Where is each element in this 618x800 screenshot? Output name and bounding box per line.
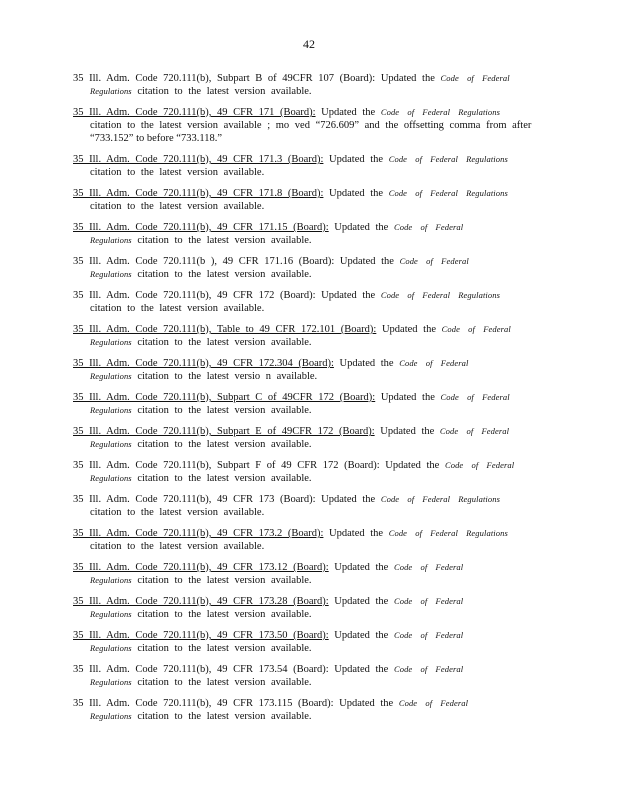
amendment-entry — [73, 595, 541, 629]
entry-citation: 35 Ill. Adm. Code 720.111(b), 49 CFR 171.15 (Board): — [73, 222, 329, 233]
entry-second-line — [73, 506, 541, 519]
entry-first-line — [73, 323, 541, 336]
entry-cfr-title: Code of Federal — [393, 222, 464, 232]
entry-second-line — [73, 234, 541, 247]
entry-description: citation to the latest version available. — [137, 609, 312, 620]
entry-cfr-continuation: Regulations — [90, 677, 132, 687]
entry-citation: 35 Ill. Adm. Code 720.111(b), 49 CFR 171.3 (Board): — [73, 154, 324, 165]
entry-action: Updated the — [334, 222, 389, 233]
entry-citation: 35 Ill. Adm. Code 720.111(b), 49 CFR 173.28 (Board): — [73, 596, 329, 607]
entry-action: Updated the — [329, 154, 384, 165]
entry-second-line — [73, 268, 541, 281]
amendment-entry — [73, 697, 541, 731]
entry-action: Updated the — [334, 664, 389, 675]
entry-citation: 35 Ill. Adm. Code 720.111(b), 49 CFR 171 (Board): — [73, 107, 316, 118]
entry-first-line — [73, 425, 541, 438]
amendment-entry — [73, 106, 541, 153]
entry-second-line — [73, 119, 541, 132]
entry-description: citation to the latest version available. — [137, 337, 312, 348]
entry-second-line — [73, 404, 541, 417]
entry-cfr-title: Code of Federal — [399, 256, 469, 266]
entry-description: citation to the latest version available. — [90, 507, 265, 518]
entry-action: Updated the — [339, 256, 394, 267]
entry-description: citation to the latest version available. — [137, 711, 312, 722]
entry-cfr-title: Code of Federal — [399, 358, 469, 368]
entry-first-line — [73, 255, 541, 268]
entry-action: Updated the — [385, 460, 440, 471]
entry-first-line — [73, 289, 541, 302]
entry-second-line — [73, 85, 541, 98]
entry-second-line — [73, 166, 541, 179]
entry-cfr-title: Code of Federal Regulations — [380, 290, 500, 300]
page-number: 42 — [303, 37, 315, 51]
entry-action: Updated the — [339, 698, 394, 709]
entry-cfr-title: Code of Federal — [393, 630, 464, 640]
entry-citation: 35 Ill. Adm. Code 720.111(b), Subpart C of 49CFR 172 (Board): — [73, 392, 376, 403]
entry-description: citation to the latest version available. — [137, 643, 312, 654]
entry-citation: 35 Ill. Adm. Code 720.111(b), 49 CFR 173.12 (Board): — [73, 562, 329, 573]
entry-description: citation to the latest version available. — [137, 439, 312, 450]
entry-action: Updated the — [321, 290, 376, 301]
entry-second-line — [73, 676, 541, 689]
entry-first-line — [73, 187, 541, 200]
amendment-entry — [73, 663, 541, 697]
entry-cfr-continuation: Regulations — [90, 405, 132, 415]
amendment-entry — [73, 323, 541, 357]
entry-cfr-title: Code of Federal — [393, 562, 464, 572]
entry-cfr-continuation: Regulations — [90, 371, 132, 381]
entry-action: Updated the — [329, 188, 384, 199]
entry-description: citation to the latest version available ; mo ved “726.609” and the offsetting comma from after — [90, 120, 532, 131]
amendment-entry — [73, 391, 541, 425]
entry-third-line: “733.152” to before “733.118.” — [90, 133, 222, 144]
entry-citation: 35 Ill. Adm. Code 720.111(b), 49 CFR 173.50 (Board): — [73, 630, 329, 641]
amendment-entry — [73, 289, 541, 323]
entry-cfr-title: Code of Federal — [440, 73, 510, 83]
entry-citation: 35 Ill. Adm. Code 720.111(b), 49 CFR 173.2 (Board): — [73, 528, 324, 539]
entry-cfr-title: Code of Federal Regulations — [380, 494, 500, 504]
entry-cfr-title: Code of Federal — [439, 426, 510, 436]
entry-second-line — [73, 472, 541, 485]
entry-citation: 35 Ill. Adm. Code 720.111(b), 49 CFR 173 (Board): — [73, 494, 316, 505]
entry-cfr-title: Code of Federal Regulations — [388, 154, 508, 164]
entry-description: citation to the latest version available. — [90, 201, 265, 212]
entry-citation: 35 Ill. Adm. Code 720.111(b), 49 CFR 173.115 (Board): — [73, 698, 334, 709]
entry-cfr-title: Code of Federal Regulations — [388, 528, 508, 538]
entry-first-line — [73, 697, 541, 710]
amendment-entry — [73, 629, 541, 663]
entry-second-line — [73, 608, 541, 621]
entry-first-line — [73, 357, 541, 370]
amendment-entry — [73, 527, 541, 561]
entry-first-line — [73, 595, 541, 608]
amendment-entry — [73, 153, 541, 187]
entry-action: Updated the — [380, 392, 435, 403]
amendment-entry — [73, 425, 541, 459]
entry-action: Updated the — [329, 528, 384, 539]
entry-cfr-continuation: Regulations — [90, 235, 132, 245]
entry-citation: 35 Ill. Adm. Code 720.111(b), Table to 49 CFR 172.101 (Board): — [73, 324, 377, 335]
entry-action: Updated the — [339, 358, 394, 369]
entry-cfr-continuation: Regulations — [90, 337, 132, 347]
entry-cfr-continuation: Regulations — [90, 643, 132, 653]
entry-cfr-continuation: Regulations — [90, 609, 132, 619]
entry-second-line — [73, 370, 541, 383]
entry-second-line — [73, 642, 541, 655]
entry-cfr-continuation: Regulations — [90, 439, 132, 449]
entry-second-line — [73, 336, 541, 349]
amendment-entry — [73, 221, 541, 255]
entry-description: citation to the latest version available. — [137, 235, 312, 246]
entry-description: citation to the latest version available. — [137, 575, 312, 586]
entry-description: citation to the latest version available. — [137, 86, 312, 97]
entry-citation: 35 Ill. Adm. Code 720.111(b), Subpart B of 49CFR 107 (Board): — [73, 73, 376, 84]
entry-action: Updated the — [334, 562, 389, 573]
entry-description: citation to the latest version available. — [90, 541, 265, 552]
entry-first-line — [73, 629, 541, 642]
entry-cfr-title: Code of Federal — [393, 596, 464, 606]
entry-second-line — [73, 200, 541, 213]
entry-first-line — [73, 663, 541, 676]
entry-citation: 35 Ill. Adm. Code 720.111(b), Subpart F of 49 CFR 172 (Board): — [73, 460, 380, 471]
entry-cfr-title: Code of Federal — [444, 460, 515, 470]
entry-first-line — [73, 561, 541, 574]
entry-action: Updated the — [380, 73, 435, 84]
entry-citation: 35 Ill. Adm. Code 720.111(b), Subpart E of 49CFR 172 (Board): — [73, 426, 375, 437]
entry-first-line — [73, 459, 541, 472]
entry-action: Updated the — [321, 494, 376, 505]
entry-cfr-continuation: Regulations — [90, 86, 132, 96]
entry-citation: 35 Ill. Adm. Code 720.111(b), 49 CFR 173.54 (Board): — [73, 664, 329, 675]
entry-first-line — [73, 527, 541, 540]
entry-first-line — [73, 106, 541, 119]
entry-citation: 35 Ill. Adm. Code 720.111(b), 49 CFR 172.304 (Board): — [73, 358, 334, 369]
entry-action: Updated the — [380, 426, 435, 437]
entry-cfr-continuation: Regulations — [90, 711, 132, 721]
entry-action: Updated the — [381, 324, 436, 335]
entry-description: citation to the latest version available. — [90, 303, 265, 314]
entry-cfr-title: Code of Federal — [441, 324, 511, 334]
entry-second-line — [73, 540, 541, 553]
entry-cfr-continuation: Regulations — [90, 473, 132, 483]
amendment-entry — [73, 187, 541, 221]
entry-action: Updated the — [334, 630, 389, 641]
entry-description: citation to the latest version available. — [137, 405, 312, 416]
entry-description: citation to the latest version available. — [137, 677, 312, 688]
entry-cfr-continuation: Regulations — [90, 575, 132, 585]
entry-first-line — [73, 153, 541, 166]
entry-second-line — [73, 574, 541, 587]
entry-second-line — [73, 302, 541, 315]
entry-description: citation to the latest version available. — [137, 473, 312, 484]
entry-cfr-title: Code of Federal — [393, 664, 464, 674]
entry-cfr-continuation: Regulations — [90, 269, 132, 279]
entry-description: citation to the latest version available. — [90, 167, 265, 178]
amendment-entry — [73, 561, 541, 595]
amendment-entry — [73, 459, 541, 493]
amendment-entry — [73, 493, 541, 527]
entry-action: Updated the — [321, 107, 376, 118]
amendment-entry — [73, 72, 541, 106]
entry-cfr-title: Code of Federal — [440, 392, 510, 402]
entry-citation: 35 Ill. Adm. Code 720.111(b), 49 CFR 172 (Board): — [73, 290, 316, 301]
entry-first-line — [73, 72, 541, 85]
entry-cfr-title: Code of Federal — [398, 698, 469, 708]
entry-citation: 35 Ill. Adm. Code 720.111(b ), 49 CFR 171.16 (Board): — [73, 256, 335, 267]
entry-second-line — [73, 438, 541, 451]
entry-description: citation to the latest versio n available. — [137, 371, 318, 382]
amendment-entry — [73, 255, 541, 289]
entry-first-line — [73, 221, 541, 234]
entry-first-line — [73, 493, 541, 506]
entry-first-line — [73, 391, 541, 404]
entry-action: Updated the — [334, 596, 389, 607]
entry-second-line — [73, 710, 541, 723]
amendment-list — [73, 72, 541, 731]
entry-citation: 35 Ill. Adm. Code 720.111(b), 49 CFR 171.8 (Board): — [73, 188, 324, 199]
entry-description: citation to the latest version available. — [137, 269, 312, 280]
amendment-entry — [73, 357, 541, 391]
entry-cfr-title: Code of Federal Regulations — [388, 188, 508, 198]
entry-cfr-title: Code of Federal Regulations — [380, 107, 500, 117]
